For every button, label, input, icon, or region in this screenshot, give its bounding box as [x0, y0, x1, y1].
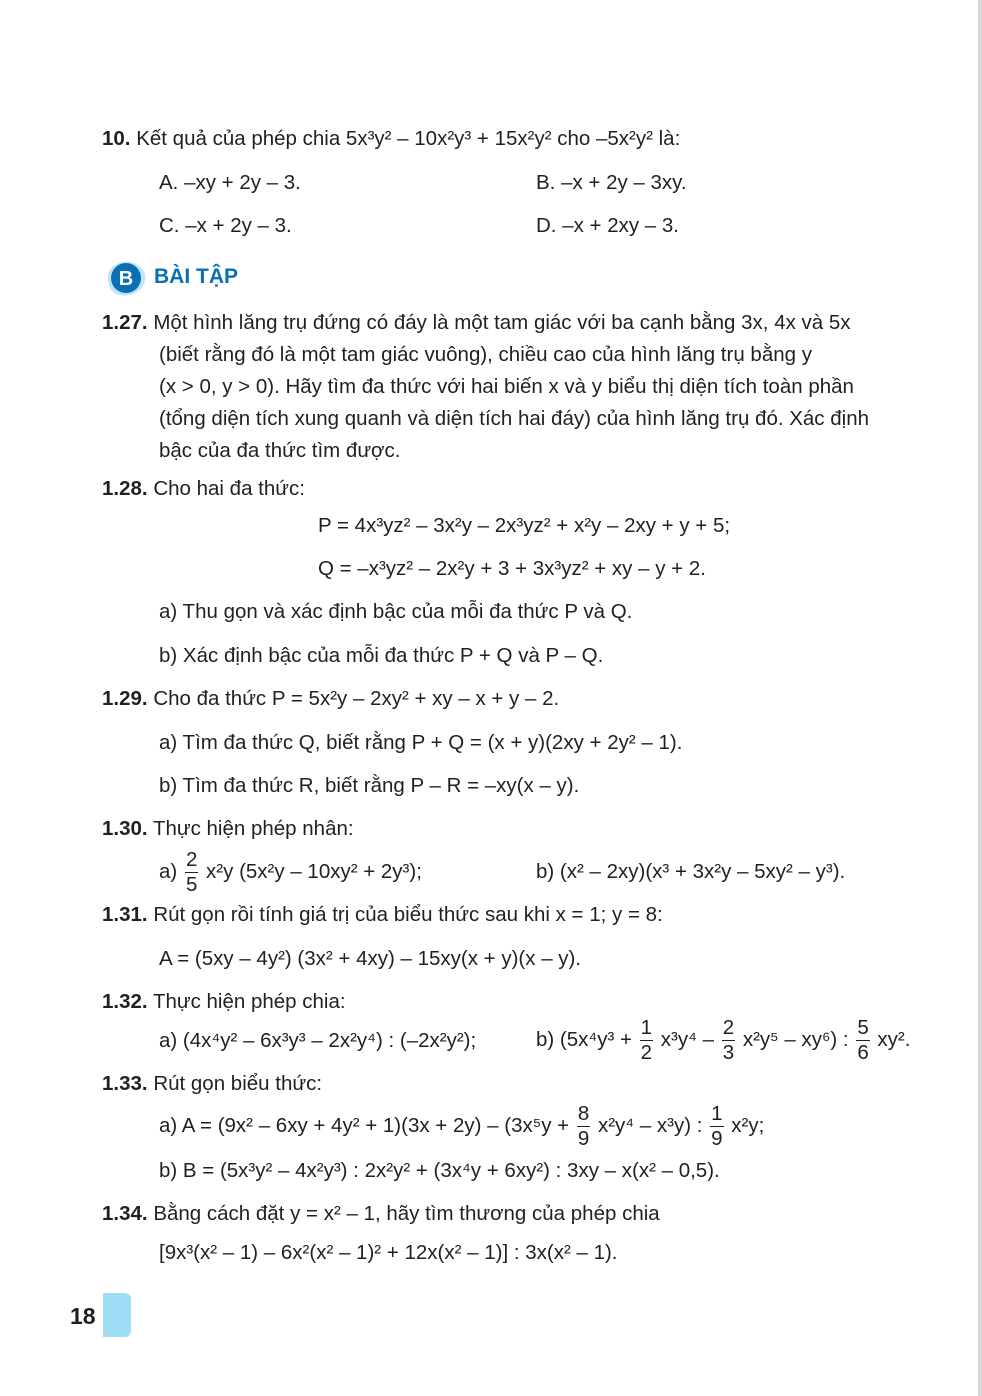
- q10-label: 10.: [102, 127, 131, 150]
- p129-row: [102, 686, 559, 712]
- fraction-numerator: 1: [640, 1016, 653, 1040]
- p133-row: [102, 1071, 322, 1097]
- p132-label: 1.32.: [102, 990, 148, 1013]
- p127-line: bậc của đa thức tìm được.: [159, 439, 401, 462]
- fraction: [722, 1018, 735, 1063]
- p127-line: (biết rằng đó là một tam giác vuông), chiều cao của hình lăng trụ bằng y: [159, 343, 812, 366]
- fraction-denominator: 2: [640, 1040, 653, 1064]
- fraction-numerator: 5: [857, 1016, 869, 1040]
- section-badge-icon: [104, 258, 148, 298]
- p129-part-b: b) Tìm đa thức R, biết rằng P – R = –xy(x – y).: [159, 774, 580, 797]
- p132-part-b-text: x²y⁵ – xy⁶) :: [742, 1028, 849, 1051]
- p130-part-a: [159, 847, 422, 897]
- section-badge-letter: B: [118, 268, 134, 290]
- fraction-denominator: 9: [711, 1126, 723, 1150]
- p131-intro: Rút gọn rồi tính giá trị của biểu thức sau khi x = 1; y = 8:: [153, 903, 663, 926]
- p131-expression: A = (5xy – 4y²) (3x² + 4xy) – 15xy(x + y)(x – y).: [159, 947, 582, 970]
- p129-part-a: a) Tìm đa thức Q, biết rằng P + Q = (x + y)(2xy + 2y² – 1).: [159, 731, 683, 754]
- p127-line: (x > 0, y > 0). Hãy tìm đa thức với hai biến x và y biểu thị diện tích toàn phần: [159, 375, 854, 398]
- p130-part-a-prefix: a): [159, 860, 178, 883]
- section-title: BÀI TẬP: [154, 265, 238, 288]
- p130-part-b: b) (x² – 2xy)(x³ + 3x²y – 5xy² – y³).: [536, 860, 846, 883]
- fraction-denominator: 9: [577, 1126, 590, 1150]
- p133-part-a-text: x²y⁴ – x³y) :: [597, 1114, 703, 1137]
- p134-intro: Bằng cách đặt y = x² – 1, hãy tìm thương của phép chia: [153, 1202, 660, 1225]
- p129-label: 1.29.: [102, 687, 148, 710]
- fraction-numerator: 8: [577, 1102, 590, 1126]
- p132-part-b: [536, 1015, 910, 1065]
- p130-label: 1.30.: [102, 817, 148, 840]
- p128-polynomial-q: Q = –x³yz² – 2x²y + 3 + 3x³yz² + xy – y + 2.: [318, 557, 706, 580]
- p130-row: [102, 816, 354, 842]
- p132-part-a: a) (4x⁴y² – 6x³y³ – 2x²y⁴) : (–2x²y²);: [159, 1029, 477, 1052]
- p130-intro: Thực hiện phép nhân:: [152, 817, 354, 840]
- p134-expression: [9x³(x² – 1) – 6x²(x² – 1)² + 12x(x² – 1)] : 3x(x² – 1).: [159, 1241, 618, 1264]
- p132-row: [102, 989, 346, 1015]
- p129-intro: Cho đa thức P = 5x²y – 2xy² + xy – x + y – 2.: [153, 687, 560, 710]
- q10-option-b: B. –x + 2y – 3xy.: [536, 171, 687, 194]
- fraction: [640, 1018, 653, 1063]
- fraction-numerator: 2: [185, 848, 198, 872]
- p127-label: 1.27.: [102, 311, 148, 334]
- page-number: 18: [70, 1303, 96, 1329]
- p132-intro: Thực hiện phép chia:: [152, 990, 346, 1013]
- p128-intro: Cho hai đa thức:: [153, 477, 305, 500]
- p127-line: Một hình lăng trụ đứng có đáy là một tam giác với ba cạnh bằng 3x, 4x và 5x: [153, 311, 851, 334]
- fraction: [856, 1018, 869, 1063]
- p128-row: [102, 476, 305, 502]
- p133-part-a: [159, 1101, 764, 1151]
- p130-part-a-expression: x²y (5x²y – 10xy² + 2y³);: [206, 860, 422, 883]
- p133-part-b: b) B = (5x³y² – 4x²y³) : 2x²y² + (3x⁴y + 6xy²) : 3xy – x(x² – 0,5).: [159, 1159, 720, 1182]
- p132-part-b-text: b) (5x⁴y³ +: [536, 1028, 632, 1051]
- fraction-denominator: 6: [857, 1040, 869, 1064]
- q10-option-c: C. –x + 2y – 3.: [159, 214, 292, 237]
- p133-part-a-text: a) A = (9x² – 6xy + 4y² + 1)(3x + 2y) – (3x⁵y +: [159, 1114, 570, 1137]
- p132-part-b-text: x³y⁴ –: [660, 1028, 715, 1051]
- fraction-numerator: 2: [722, 1016, 735, 1040]
- p128-part-b: b) Xác định bậc của mỗi đa thức P + Q và P – Q.: [159, 644, 604, 667]
- fraction: [185, 850, 198, 895]
- fraction-denominator: 3: [722, 1040, 735, 1064]
- q10-option-a: A. –xy + 2y – 3.: [159, 171, 301, 194]
- p131-row: [102, 902, 663, 928]
- q10-text: Kết quả của phép chia 5x³y² – 10x²y³ + 15x²y² cho –5x²y² là:: [136, 127, 681, 150]
- p127-line: (tổng diện tích xung quanh và diện tích hai đáy) của hình lăng trụ đó. Xác định: [159, 407, 870, 430]
- p131-label: 1.31.: [102, 903, 148, 926]
- p128-part-a: a) Thu gọn và xác định bậc của mỗi đa thức P và Q.: [159, 600, 633, 623]
- page-tab-decoration: [103, 1293, 131, 1337]
- p128-label: 1.28.: [102, 477, 148, 500]
- p128-polynomial-p: P = 4x³yz² – 3x²y – 2x³yz² + x²y – 2xy + y + 5;: [318, 514, 731, 537]
- p133-label: 1.33.: [102, 1072, 148, 1095]
- fraction-numerator: 1: [711, 1102, 723, 1126]
- p133-part-a-text: x²y;: [731, 1114, 765, 1137]
- p134-row: [102, 1201, 660, 1227]
- page-edge: [978, 0, 982, 1396]
- p133-intro: Rút gọn biểu thức:: [153, 1072, 323, 1095]
- fraction: [577, 1104, 590, 1149]
- q10-option-d: D. –x + 2xy – 3.: [536, 214, 679, 237]
- p134-label: 1.34.: [102, 1202, 148, 1225]
- q10-row: [102, 126, 680, 152]
- fraction-denominator: 5: [185, 872, 198, 896]
- p127-row: [102, 310, 851, 336]
- fraction: [710, 1104, 723, 1149]
- p132-part-b-text: xy².: [877, 1028, 911, 1051]
